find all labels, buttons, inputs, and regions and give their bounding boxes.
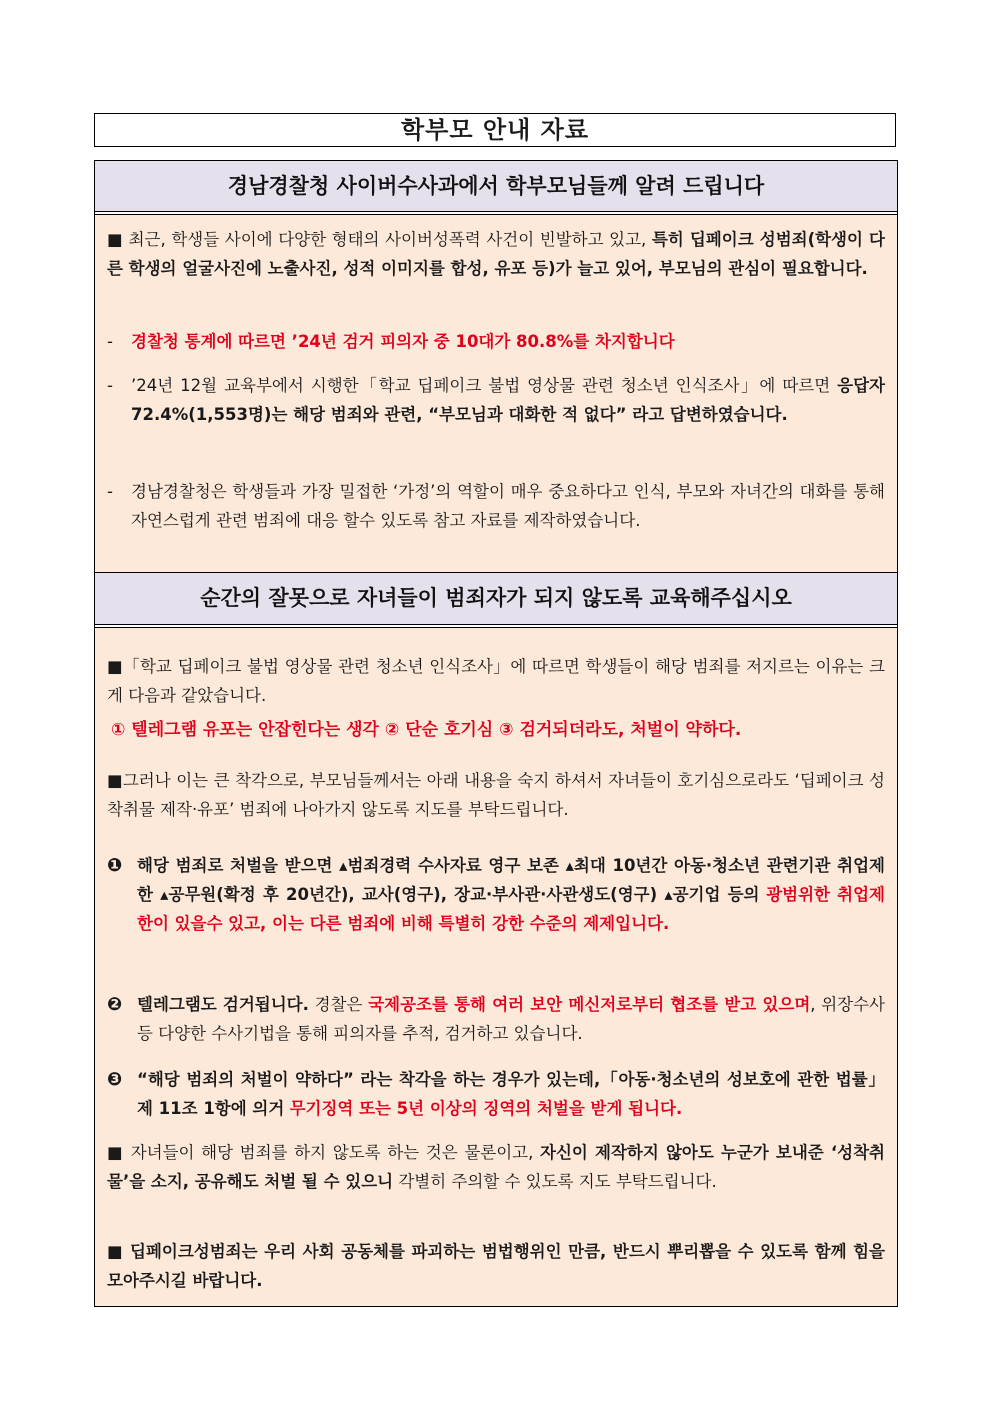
bullet-square: ■: [107, 230, 123, 249]
number-1-icon: ❶: [107, 855, 123, 876]
survey-reasons-intro: ■「학교 딥페이크 불법 영상물 관련 청소년 인식조사」에 따르면 학생들이 해당 범죄를 저지르는 이유는 크게 다음과 같았습니다.: [107, 657, 885, 705]
closing-appeal: ■ 딥페이크성범죄는 우리 사회 공동체를 파괴하는 범법행위인 만큼, 반드시 뿌리뽑을 수 있도록 함께 힘을 모아주시길 바랍니다.: [107, 1242, 885, 1290]
notice-frame: [94, 160, 898, 1307]
intro-paragraph: ■ 최근, 학생들 사이에 다양한 형태의 사이버성폭력 사건이 빈발하고 있고, 특히 딥페이크 성범죄(학생이 다른 학생의 얼굴사진에 노출사진, 성적 이미지를 합성, 유포 등)가 늘고 있어, 부모님의 관심이 필요합니다.: [107, 230, 885, 278]
section1-heading: 경남경찰청 사이버수사과에서 학부모님들께 알려 드립니다: [95, 161, 897, 211]
point-1: ❶ 해당 범죄로 처벌을 받으면 ▴범죄경력 수사자료 영구 보존 ▴최대 10년간 아동·청소년 관련기관 취업제한 ▴공무원(확정 후 20년간), 교사(영구), 장교·부사관·사관생도(영구) ▴공기업 등의 광범위한 취업제한이 있을수 있고, 이는 다른 범죄에 비해 특별히 강한 수준의 제제입니다.: [107, 851, 885, 938]
section2-heading: 순간의 잘못으로 자녀들이 범죄자가 되지 않도록 교육해주십시오: [95, 573, 897, 624]
point-3: ❸ “해당 범죄의 처벌이 약하다” 라는 착각을 하는 경우가 있는데,「아동·청소년의 성보호에 관한 법률」제 11조 1항에 의거 무기징역 또는 5년 이상의 징역의 처벌을 받게 됩니다.: [107, 1065, 885, 1123]
stat-item: - 경찰청 통계에 따르면 ’24년 검거 피의자 중 10대가 80.8%를 차지합니다: [107, 332, 675, 351]
guidance-paragraph: ■그러나 이는 큰 착각으로, 부모님들께서는 아래 내용을 숙지 하셔서 자녀들이 호기심으로라도 ‘딥페이크 성착취물 제작·유포’ 범죄에 나아가지 않도록 지도를 부탁드립니다.: [107, 771, 885, 819]
number-3-icon: ❸: [107, 1069, 123, 1090]
section2-body: [95, 628, 897, 1306]
document-title: 학부모 안내 자료: [94, 113, 896, 147]
section1-body: [95, 215, 897, 572]
purpose-item: - 경남경찰청은 학생들과 가장 밀접한 ‘가정’의 역할이 매우 중요하다고 인식, 부모와 자녀간의 대화를 통해 자연스럽게 관련 범죄에 대응 할수 있도록 참고 자료를 제작하였습니다.: [107, 482, 885, 530]
survey-item: - ’24년 12월 교육부에서 시행한「학교 딥페이크 불법 영상물 관련 청소년 인식조사」에 따르면 응답자 72.4%(1,553명)는 해당 범죄와 관련, “부모님과 대화한 적 없다” 라고 답변하였습니다.: [107, 376, 885, 424]
point-2: ❷ 텔레그램도 검거됩니다. 경찰은 국제공조를 통해 여러 보안 메신저로부터 협조를 받고 있으며, 위장수사 등 다양한 수사기법을 통해 피의자를 추적, 검거하고 있습니다.: [107, 990, 885, 1048]
possession-warning: ■ 자녀들이 해당 범죄를 하지 않도록 하는 것은 물론이고, 자신이 제작하지 않아도 누군가 보내준 ‘성착취물’을 소지, 공유해도 처벌 될 수 있으니 각별히 주의할 수 있도록 지도 부탁드립니다.: [107, 1143, 885, 1191]
number-2-icon: ❷: [107, 994, 123, 1015]
reasons-list: ① 텔레그램 유포는 안잡힌다는 생각 ② 단순 호기심 ③ 검거되더라도, 처벌이 약하다.: [111, 720, 742, 740]
